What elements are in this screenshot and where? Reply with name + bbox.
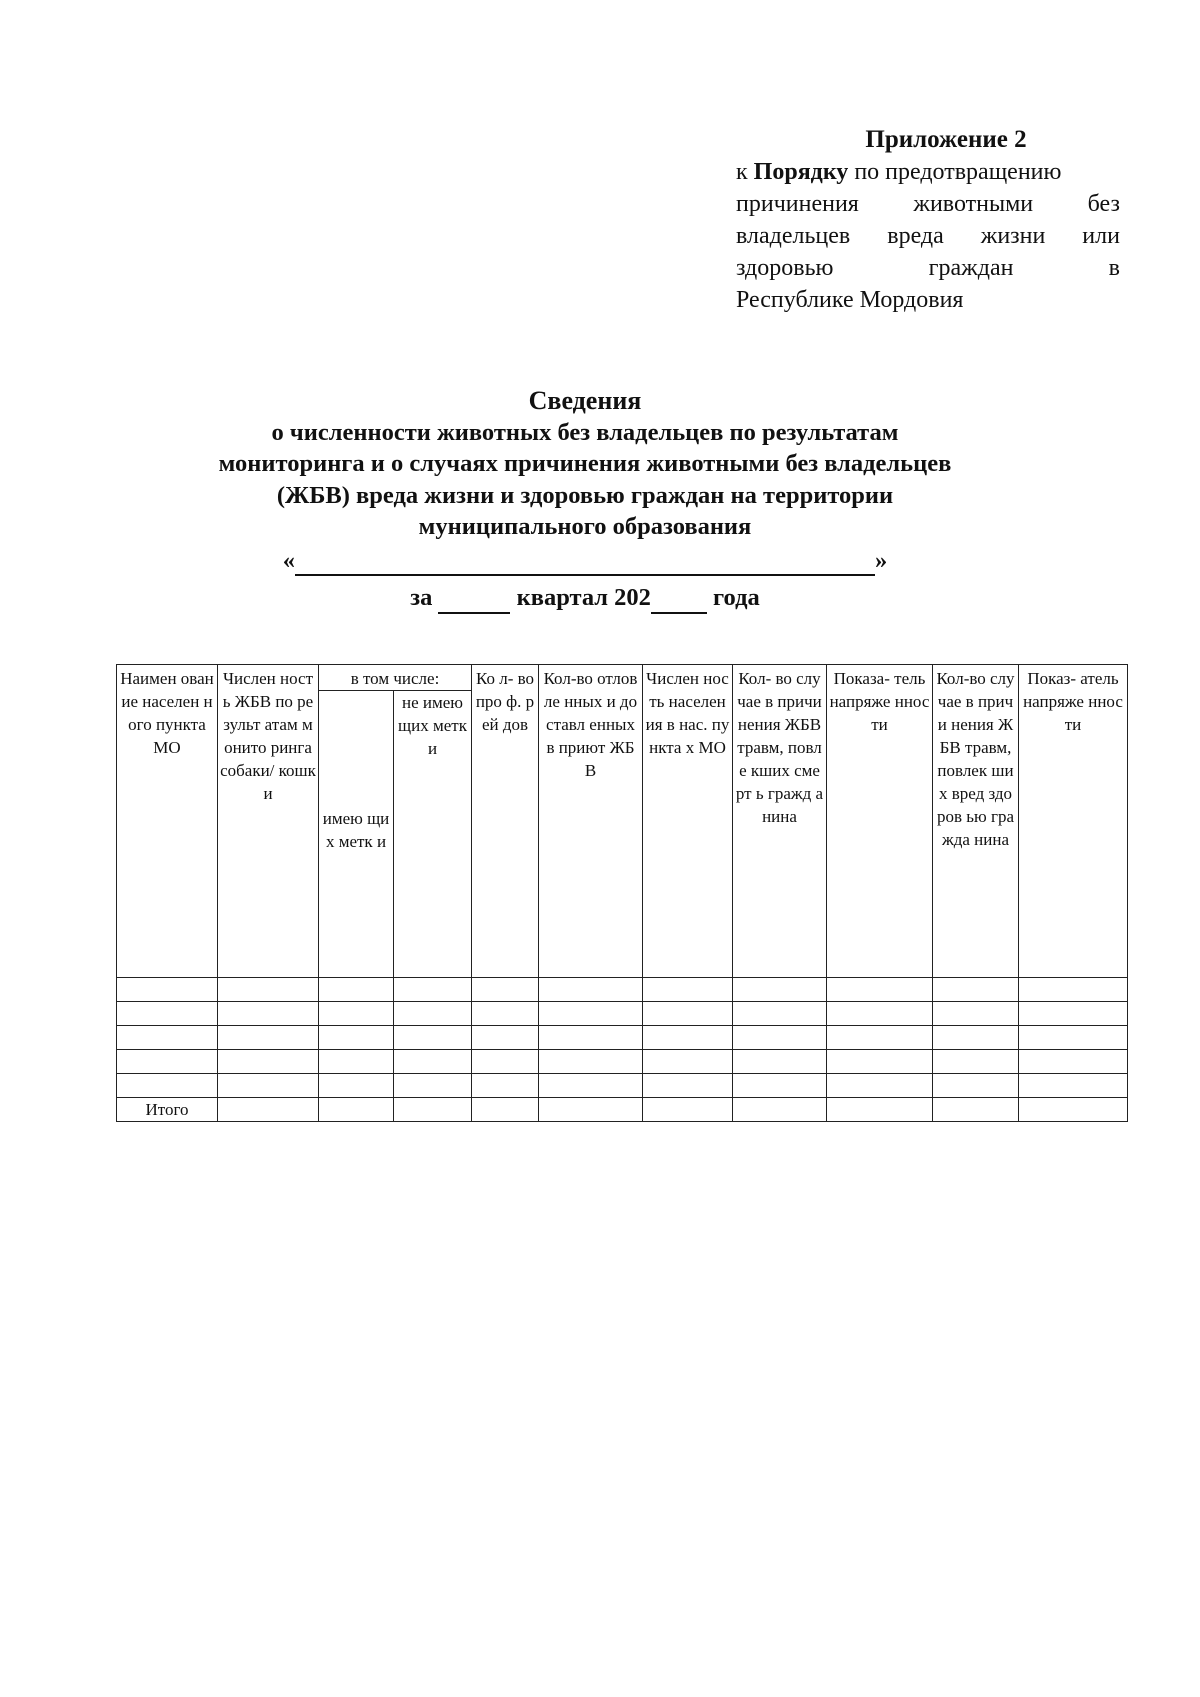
- table-row: [117, 1002, 1128, 1026]
- appendix-line-5: Республике Мордовия: [736, 287, 964, 313]
- table-cell[interactable]: [218, 1050, 319, 1074]
- table-cell[interactable]: [933, 1050, 1019, 1074]
- appendix-order-link-text: Порядку: [753, 159, 849, 185]
- appendix-line1-rest: по предотвращению: [854, 159, 1062, 185]
- table-cell[interactable]: [539, 1098, 643, 1122]
- header-tension-index-2: Показ- атель напряже нности: [1019, 665, 1128, 978]
- table-cell[interactable]: [643, 1074, 733, 1098]
- report-table: [116, 664, 1128, 1122]
- table-total-row: [117, 1098, 1128, 1122]
- table-cell[interactable]: [827, 1074, 933, 1098]
- appendix-header: [736, 124, 1120, 316]
- total-label: Итого: [117, 1098, 218, 1122]
- table-cell[interactable]: [472, 1050, 539, 1074]
- table-cell[interactable]: [933, 1098, 1019, 1122]
- table-cell[interactable]: [539, 1050, 643, 1074]
- table-header-row: [117, 665, 1128, 691]
- appendix-heading: Приложение 2: [865, 126, 1027, 153]
- table-cell[interactable]: [218, 1098, 319, 1122]
- quarter-label: квартал 202: [516, 584, 651, 611]
- table-cell[interactable]: [394, 1074, 472, 1098]
- table-cell[interactable]: [733, 1002, 827, 1026]
- table-cell[interactable]: [1019, 1098, 1128, 1122]
- word: здоровью: [736, 255, 834, 281]
- quote-open: «: [282, 546, 295, 574]
- header-captured-count: Кол-во отловле нных и доставл енных в приют ЖБВ: [539, 665, 643, 978]
- word: без: [1087, 191, 1120, 217]
- table-cell[interactable]: [394, 978, 472, 1002]
- table-cell[interactable]: [472, 1074, 539, 1098]
- table-cell[interactable]: [472, 1002, 539, 1026]
- table-cell[interactable]: [827, 1050, 933, 1074]
- table-row: [117, 1074, 1128, 1098]
- word: владельцев: [736, 223, 851, 249]
- table-cell[interactable]: [117, 978, 218, 1002]
- table-cell[interactable]: [218, 1026, 319, 1050]
- table-cell[interactable]: [643, 1026, 733, 1050]
- table-cell[interactable]: [643, 978, 733, 1002]
- table-cell[interactable]: [1019, 1050, 1128, 1074]
- header-tension-index-1: Показа- тель напряже нности: [827, 665, 933, 978]
- appendix-line-3: [736, 220, 1120, 252]
- table-row: [117, 1050, 1128, 1074]
- table-cell[interactable]: [319, 1098, 394, 1122]
- table-cell[interactable]: [733, 978, 827, 1002]
- table-cell[interactable]: [117, 1074, 218, 1098]
- appendix-prefix: к: [736, 159, 748, 185]
- table-cell[interactable]: [472, 978, 539, 1002]
- municipality-blank-line: [200, 545, 970, 577]
- title-line-4: (ЖБВ) вреда жизни и здоровью граждан на территории: [276, 481, 894, 509]
- table-cell[interactable]: [394, 1050, 472, 1074]
- document-title: [200, 385, 970, 614]
- quarter-line: [200, 582, 970, 614]
- header-population: Числен ность населен ия в нас. пункта х МО: [643, 665, 733, 978]
- table-cell[interactable]: [1019, 1074, 1128, 1098]
- appendix-line-4: [736, 252, 1120, 284]
- header-raids-count: Ко л- во про ф. рей дов: [472, 665, 539, 978]
- header-with-marks: имею щих метк и: [319, 691, 394, 978]
- table-cell[interactable]: [539, 978, 643, 1002]
- table-cell[interactable]: [319, 1050, 394, 1074]
- table-cell[interactable]: [933, 1002, 1019, 1026]
- appendix-body: [736, 156, 1120, 316]
- quarter-za: за: [410, 584, 433, 611]
- table-cell[interactable]: [827, 1002, 933, 1026]
- table-cell[interactable]: [643, 1002, 733, 1026]
- title-line-2: о численности животных без владельцев по результатам: [271, 418, 899, 446]
- table-cell[interactable]: [539, 1026, 643, 1050]
- table-cell[interactable]: [827, 978, 933, 1002]
- municipality-blank[interactable]: [295, 546, 875, 576]
- word: в: [1108, 255, 1120, 281]
- header-including: в том числе:: [319, 665, 472, 691]
- appendix-line-1: [736, 156, 1120, 188]
- word: вреда: [887, 223, 944, 249]
- header-without-marks: не имею щих метк и: [394, 691, 472, 978]
- table-cell[interactable]: [933, 978, 1019, 1002]
- table-cell[interactable]: [733, 1050, 827, 1074]
- table-cell[interactable]: [218, 1002, 319, 1026]
- word: или: [1082, 223, 1120, 249]
- quote-close: »: [875, 546, 888, 574]
- title-line-5: муниципального образования: [418, 513, 752, 540]
- word: причинения: [736, 191, 859, 217]
- table-cell[interactable]: [472, 1026, 539, 1050]
- table-cell[interactable]: [218, 978, 319, 1002]
- table-cell[interactable]: [643, 1098, 733, 1122]
- table-cell[interactable]: [827, 1026, 933, 1050]
- table-cell[interactable]: [117, 1050, 218, 1074]
- table-cell[interactable]: [319, 1026, 394, 1050]
- table-cell[interactable]: [733, 1098, 827, 1122]
- table-cell[interactable]: [319, 1074, 394, 1098]
- year-blank[interactable]: [651, 586, 707, 614]
- table-cell[interactable]: [827, 1098, 933, 1122]
- table-cell[interactable]: [539, 1074, 643, 1098]
- header-animal-count: Числен ность ЖБВ по результ атам монито ринга собаки/ кошки: [218, 665, 319, 978]
- word: животными: [913, 191, 1034, 217]
- year-label: года: [713, 584, 760, 611]
- table-cell[interactable]: [643, 1050, 733, 1074]
- header-health-injury-count: Кол-во случае в причи нения ЖБВ травм, повлек ших вред здоров ью гражда нина: [933, 665, 1019, 978]
- table-cell[interactable]: [733, 1026, 827, 1050]
- table-cell[interactable]: [933, 1026, 1019, 1050]
- word: граждан: [928, 255, 1014, 281]
- table-row: [117, 978, 1128, 1002]
- table-cell[interactable]: [394, 1098, 472, 1122]
- table-cell[interactable]: [933, 1074, 1019, 1098]
- table-cell[interactable]: [394, 1026, 472, 1050]
- table-cell[interactable]: [1019, 1026, 1128, 1050]
- quarter-blank[interactable]: [438, 586, 510, 614]
- table-cell[interactable]: [539, 1002, 643, 1026]
- appendix-line-2: [736, 188, 1120, 220]
- table-cell[interactable]: [733, 1074, 827, 1098]
- table-cell[interactable]: [319, 1002, 394, 1026]
- title-line-3: мониторинга и о случаях причинения животными без владельцев: [218, 450, 952, 477]
- table-cell[interactable]: [117, 1002, 218, 1026]
- table-cell[interactable]: [117, 1026, 218, 1050]
- table-cell[interactable]: [1019, 1002, 1128, 1026]
- table-cell[interactable]: [319, 978, 394, 1002]
- table-cell[interactable]: [218, 1074, 319, 1098]
- table-cell[interactable]: [1019, 978, 1128, 1002]
- header-fatal-injury-count: Кол- во случае в причи нения ЖБВ травм, повле кших смерт ь гражд анина: [733, 665, 827, 978]
- word: жизни: [980, 223, 1046, 249]
- table-cell[interactable]: [394, 1002, 472, 1026]
- title-line-1: Сведения: [528, 386, 642, 415]
- header-settlement-name: Наимен ование населен ного пункта МО: [117, 665, 218, 978]
- table-cell[interactable]: [472, 1098, 539, 1122]
- table-row: [117, 1026, 1128, 1050]
